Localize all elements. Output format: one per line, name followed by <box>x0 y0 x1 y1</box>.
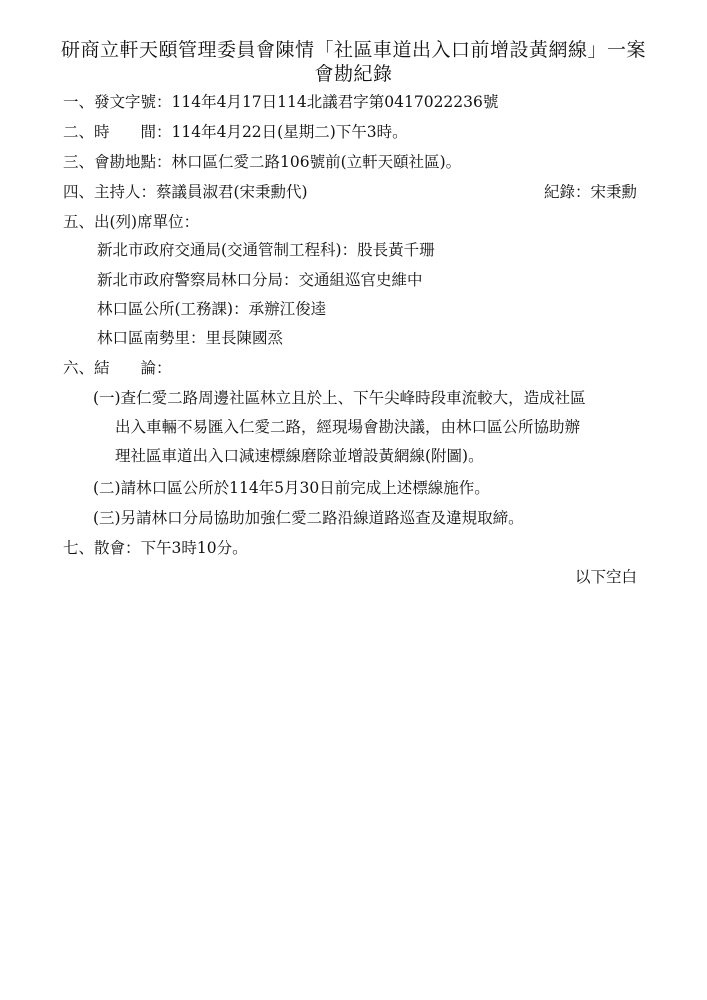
item-recorder: 紀錄：宋秉勳 <box>543 183 637 201</box>
item-host: 四、主持人：蔡議員淑君(宋秉勳代) <box>63 183 308 201</box>
attendee-item: 新北市政府交通局(交通管制工程科)：股長黃千珊 <box>97 241 435 259</box>
attendee-item: 林口區南勢里：里長陳國烝 <box>97 329 284 347</box>
item-attendees-heading: 五、出(列)席單位： <box>63 213 200 231</box>
attendee-item: 新北市政府警察局林口分局：交通組巡官史維中 <box>97 271 423 289</box>
attendee-item: 林口區公所(工務課)：承辦江俊逵 <box>97 300 327 318</box>
conclusion-2: (二)請林口區公所於114年5月30日前完成上述標線施作。 <box>93 479 490 497</box>
conclusion-1-line-1: (一)查仁愛二路周邊社區林立且於上、下午尖峰時段車流較大，造成社區 <box>93 389 586 407</box>
item-location: 三、會勘地點：林口區仁愛二路106號前(立軒天頤社區)。 <box>63 153 462 171</box>
document-title-line2: 會勘紀錄 <box>314 63 393 85</box>
conclusion-3: (三)另請林口分局協助加強仁愛二路沿線道路巡查及違規取締。 <box>93 509 524 527</box>
conclusion-1-line-2: 出入車輛不易匯入仁愛二路，經現場會勘決議，由林口區公所協助辦 <box>115 418 581 436</box>
item-adjourn: 七、散會：下午3時10分。 <box>63 539 248 557</box>
item-conclusion-heading: 六、結 論： <box>63 359 172 377</box>
item-dispatch-number: 一、發文字號：114年4月17日114北議君字第0417022236號 <box>63 93 499 111</box>
end-note: 以下空白 <box>574 568 637 586</box>
document-title-line1: 研商立軒天頤管理委員會陳情「社區車道出入口前增設黃網線」一案 <box>60 39 646 61</box>
conclusion-1-line-3: 理社區車道出入口減速標線磨除並增設黃網線(附圖)。 <box>115 447 484 465</box>
item-time: 二、時 間：114年4月22日(星期二)下午3時。 <box>63 123 408 141</box>
